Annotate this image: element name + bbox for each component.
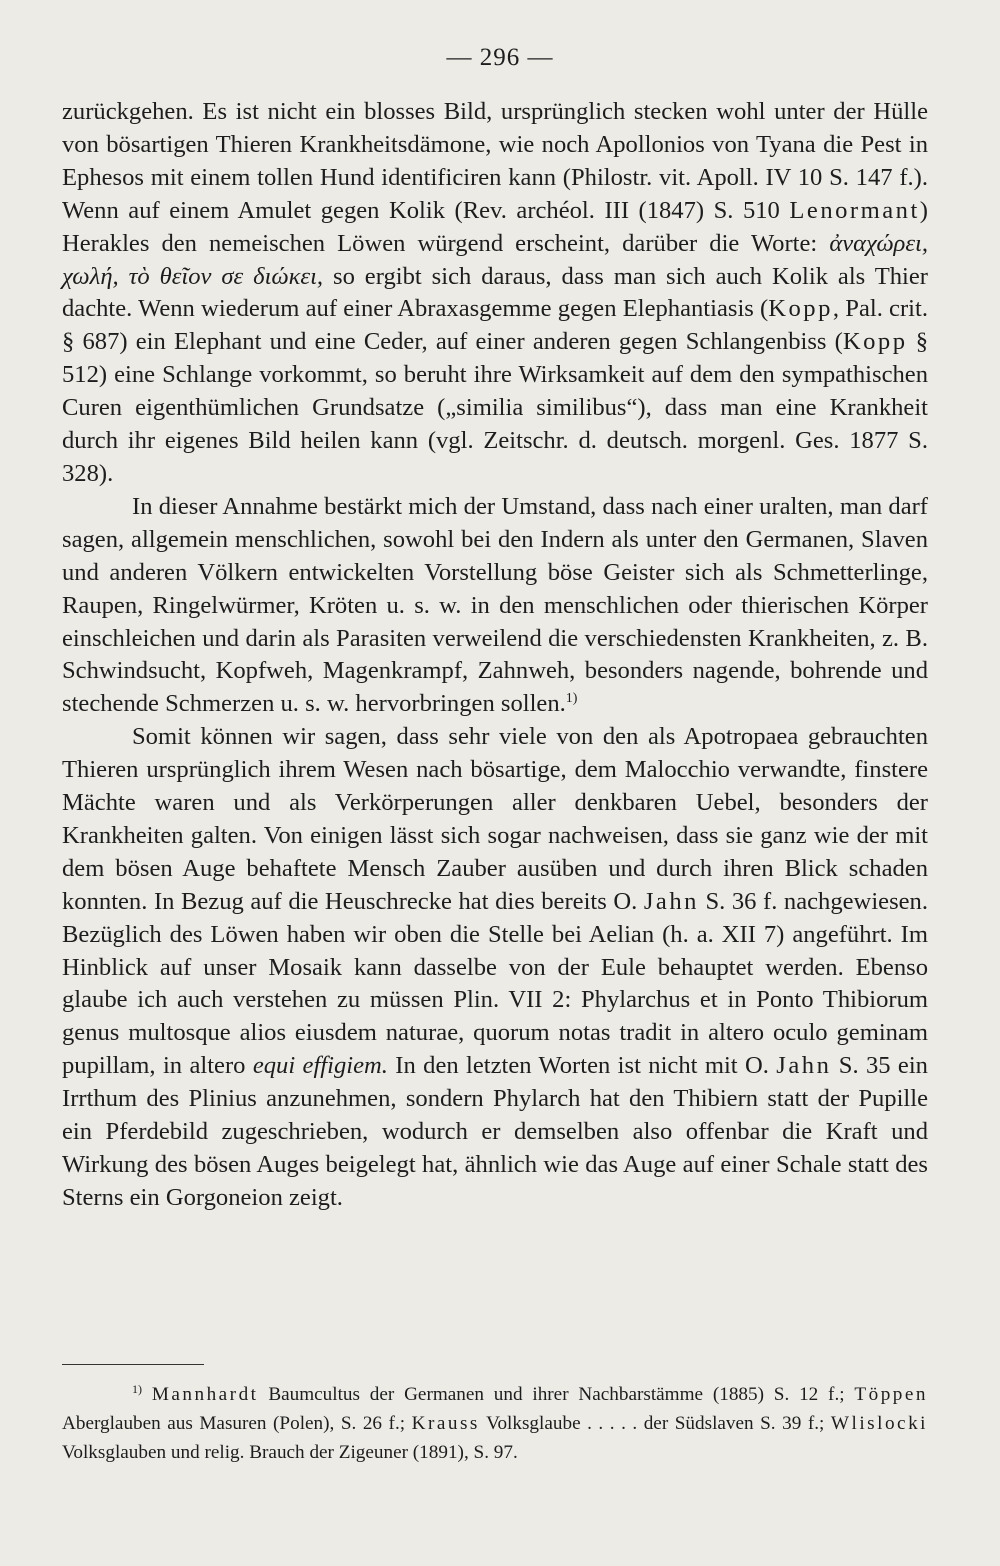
author-name: Töppen <box>854 1384 928 1405</box>
author-name: Jahn <box>643 887 699 915</box>
text-run: In dieser Annahme bestärkt mich der Umstand, dass nach einer uralten, man darf sagen, allgemein menschlichen, sowohl bei den Indern als unter den Germanen, Slaven und anderen Völkern entwickelten Vorstellung böse Geister sich als Schmetterlinge, Raupen, Ringelwürmer, Kröten u. s. w. in den menschlichen oder thierischen Körper einschleichen und darin als Parasiten verweilend die verschiedensten Krankheiten, z. B. Schwindsucht, Kopfweh, Magenkrampf, Zahnweh, besonders nagende, bohrende und stechende Schmerzen u. s. w. hervorbringen sollen. <box>62 492 928 718</box>
footnote-marker: 1) <box>132 1382 142 1396</box>
author-name: Kopp <box>768 295 833 323</box>
author-name: Wlislocki <box>830 1413 928 1434</box>
text-run: Aberglauben aus Masuren (Polen), S. 26 f.; <box>62 1413 412 1434</box>
footnote-1 <box>62 1380 928 1467</box>
author-name: Jahn <box>776 1052 832 1080</box>
paragraph-3 <box>62 721 928 1215</box>
footnotes <box>62 1380 928 1467</box>
text-run: so ergibt sich daraus, dass man sich auch Kolik als Thier dachte. Wenn wiederum auf einer Abraxasgemme gegen Elephantiasis ( <box>62 262 928 323</box>
text-run: S. 35 ein Irrthum des Plinius anzunehmen, sondern Phylarch hat den Thibiern statt der Pupille ein Pferdebild zugeschrieben, wodurch er demselben also offenbar die Kraft und Wirkung des bösen Auges beigelegt hat, ähnlich wie das Auge auf einer Schale statt des Sterns ein Gorgoneion zeigt. <box>62 1052 928 1211</box>
page-number: — 296 — <box>446 44 554 71</box>
paragraph-1 <box>62 96 928 491</box>
footnote-reference[interactable]: 1) <box>565 691 578 707</box>
text-run: ) Herakles den nemeischen Löwen würgend erscheint, darüber die Worte: <box>62 196 928 257</box>
text-run: , Pal. crit. § 687) ein Elephant und eine Ceder, auf einer anderen gegen Schlangenbiss ( <box>62 295 928 356</box>
text-run: Volksglaube . . . . . der Südslaven S. 39 f.; <box>479 1413 831 1434</box>
text-run: Baumcultus der Germanen und ihrer Nachbarstämme (1885) S. 12 f.; <box>258 1384 855 1405</box>
text-run: Volksglauben und relig. Brauch der Zigeuner (1891), S. 97. <box>62 1442 518 1463</box>
author-name: Lenormant <box>789 196 920 224</box>
text-run: Somit können wir sagen, dass sehr viele von den als Apotropaea gebrauchten Thieren ursprünglich ihrem Wesen nach bösartige, dem Malocchio verwandte, finstere Mächte waren und als Verkörperungen aller denkbaren Uebel, besonders der Krankheiten galten. Von einigen lässt sich sogar nachweisen, dass sie ganz wie der mit dem bösen Auge behaftete Mensch Zauber ausüben und durch ihren Blick schaden konnten. In Bezug auf die Heuschrecke hat dies bereits O. <box>62 723 928 915</box>
main-text <box>62 96 928 1215</box>
footnote-divider <box>62 1364 204 1365</box>
author-name: Mannhardt <box>151 1384 259 1405</box>
text-run: In den letzten Worten ist nicht mit O. <box>387 1052 777 1080</box>
text-run: § 512) eine Schlange vorkommt, so beruht ihre Wirksamkeit auf dem den sympathischen Curen eigenthümlichen Grundsatze („similia similibus“), dass man eine Krankheit durch ihr eigenes Bild heilen kann (vgl. Zeitschr. d. deutsch. morgenl. Ges. 1877 S. 328). <box>62 328 928 487</box>
text-run: S. 36 f. nachgewiesen. Bezüglich des Löwen haben wir oben die Stelle bei Aelian (h. a. XII 7) angeführt. Im Hinblick auf unser Mosaik kann dasselbe von der Eule behauptet werden. Ebenso glaube ich auch verstehen zu müssen Plin. VII 2: Phylarchus et in Ponto Thibiorum genus multosque alios eiusdem naturae, quorum notas tradit in altero oculo geminam pupillam, in altero <box>62 887 929 1080</box>
paragraph-2 <box>62 491 928 721</box>
latin-italic: equi effigiem. <box>252 1052 388 1080</box>
text-run: zurückgehen. Es ist nicht ein blosses Bild, ursprünglich stecken wohl unter der Hülle von bösartigen Thieren Krankheitsdämone, wie noch Apollonios von Tyana die Pest in Ephesos mit einem tollen Hund identificiren kann (Philostr. vit. Apoll. IV 10 S. 147 f.). Wenn auf einem Amulet gegen Kolik (Rev. archéol. III (1847) S. 510 <box>62 98 928 224</box>
author-name: Krauss <box>411 1413 480 1434</box>
greek-quote: ἀναχώρει, χωλή, τὸ θεῖον σε διώκει, <box>62 229 928 290</box>
author-name: Kopp <box>842 328 908 356</box>
